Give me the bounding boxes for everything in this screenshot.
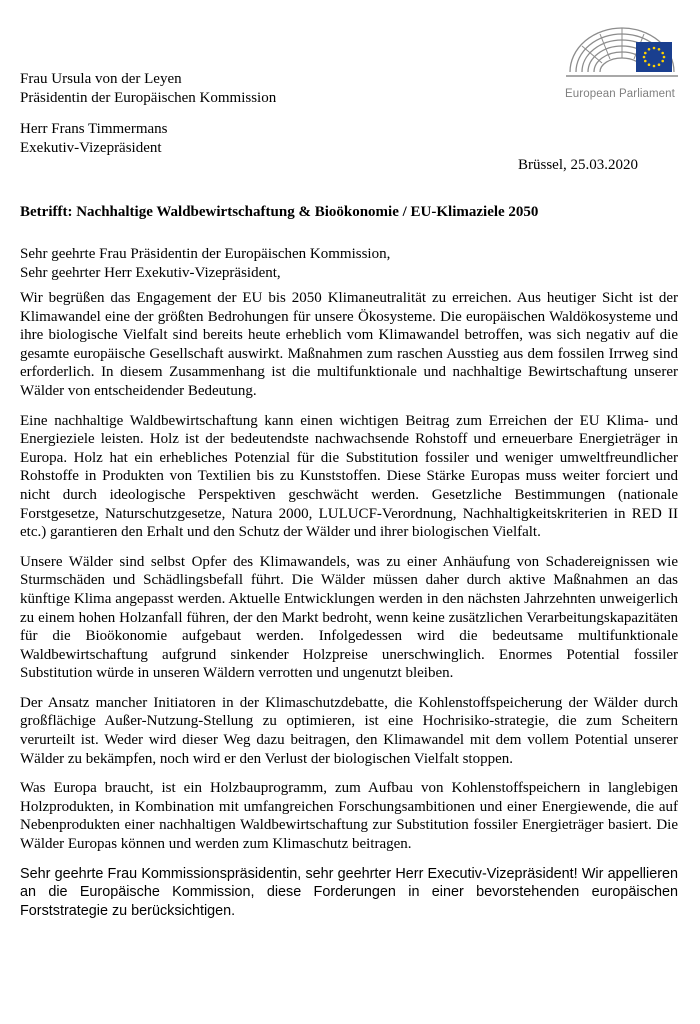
recipient-block <box>20 70 276 108</box>
european-parliament-logo <box>560 22 680 104</box>
parliament-emblem-icon <box>560 22 680 86</box>
letter-subject: Betrifft: Nachhaltige Waldbewirtschaftung & Bioökonomie / EU-Klimaziele 2050 <box>20 204 539 220</box>
body-paragraph: Wir begrüßen das Engagement der EU bis 2050 Klimaneutralität zu erreichen. Aus heutiger Sicht ist der Klimawandel eine der größten Bedrohungen für unsere Ökosysteme. Die europäischen Waldökosysteme und ihre biologische Vielfalt sind bereits heute erheblich vom Klimawandel betroffen, was sich negativ auf die gesamte europäische Gesellschaft auswirkt. Maßnahmen zum raschen Ausstieg aus dem fossilen Irrweg sind erforderlich. In diesem Zusammenhang ist die multifunktionale und nachhaltige Bewirtschaftung unserer Wälder von entscheidender Bedeutung. <box>20 290 678 399</box>
salutation-line: Sehr geehrter Herr Exekutiv-Vizepräsident, <box>20 265 281 281</box>
body-paragraph: Was Europa braucht, ist ein Holzbauprogramm, zum Aufbau von Kohlenstoffspeichern in langlebigen Holzprodukten, in Kombination mit umfangreichen Forschungsambitionen und einer Energiewende, die auf Nebenprodukten einer nachhaltigen Waldbewirtschaftung zur Substitution fossiler Energieträger basiert. Die Wälder Europas können und werden zum Klimaschutz beitragen. <box>20 780 678 853</box>
closing-paragraph: Sehr geehrte Frau Kommissionspräsidentin, sehr geehrter Herr Executiv-Vizepräsident! Wir appellieren an die Europäische Kommission, diese Forderungen in einer bevorstehenden europäischen Forststrategie zu berücksichtigen. <box>20 865 678 919</box>
letter-date: Brüssel, 25.03.2020 <box>518 157 638 173</box>
logo-text: European Parliament <box>565 88 675 100</box>
recipient-block <box>20 120 276 158</box>
recipient-title: Exekutiv-Vizepräsident <box>20 140 162 156</box>
body-paragraph: Der Ansatz mancher Initiatoren in der Klimaschutzdebatte, die Kohlenstoffspeicherung der Wälder durch großflächige Außer-Nutzung-Stellung zu optimieren, ist eine Hochrisiko-strategie, die zum Scheitern verurteilt ist. Weder wird dieser Weg dazu beitragen, den Klimawandel mit dem vollem Potential unserer Wälder zu bekämpfen, noch wird er den Verlust der biologischen Vielfalt stoppen. <box>20 694 678 767</box>
salutation <box>20 245 390 283</box>
recipient-title: Präsidentin der Europäischen Kommission <box>20 90 277 106</box>
body-paragraph: Eine nachhaltige Waldbewirtschaftung kann einen wichtigen Beitrag zum Erreichen der EU Klima- und Energieziele leisten. Holz ist der bedeutendste nachwachsende Rohstoff und erneuerbare Energieträger in Europa. Holz hat ein erhebliches Potenzial für die Substitution fossiler und weniger umweltfreundlicher Rohstoffe in Produkten von Textilien bis zu Kunststoffen. Diese Stärke Europas muss weiter forciert und nicht durch ideologische Perspektiven geschwächt werden. Gesetzliche Bestimmungen (nationale Forstgesetze, Naturschutzgesetze, Natura 2000, LULUCF-Verordnung, Nachhaltigkeitskriterien in RED II etc.) garantieren den Erhalt und den Schutz der Wälder und ihrer biologischen Vielfalt. <box>20 412 678 541</box>
recipient-name: Herr Frans Timmermans <box>20 121 168 137</box>
body-paragraph: Unsere Wälder sind selbst Opfer des Klimawandels, was zu einer Anhäufung von Schadereignissen wie Sturmschäden und Schädlingsbefall führt. Die Wälder müssen daher durch aktive Maßnahmen an das künftige Klima angepasst werden. Aktuelle Entwicklungen werden in den nächsten Jahrzehnten unweigerlich zu einem hohen Holzanfall führen, der den Markt bedroht, wenn keine zusätzlichen Verarbeitungskapazitäten für die Bioökonomie aufgebaut werden. Infolgedessen wird die bedeutsame multifunktionale Waldbewirtschaftung aufgrund sinkender Holzpreise unerschwinglich. Enormes Potential fossiler Substitution würde in unseren Wäldern verrotten und ungenutzt bleiben. <box>20 553 678 682</box>
recipient-name: Frau Ursula von der Leyen <box>20 71 182 87</box>
salutation-line: Sehr geehrte Frau Präsidentin der Europäischen Kommission, <box>20 246 391 262</box>
letter-body <box>20 289 678 931</box>
recipients <box>20 70 276 170</box>
